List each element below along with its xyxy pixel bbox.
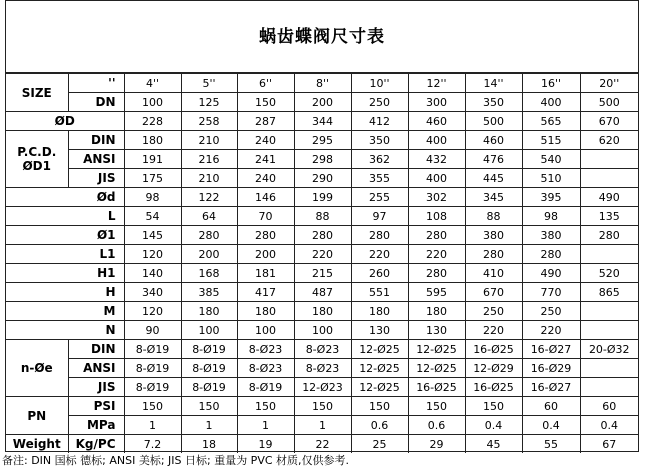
table-row (6, 397, 638, 416)
cell-noe-jis: 8-Ø19 (124, 378, 181, 397)
label-dn: DN (68, 93, 124, 112)
cell-h1: 140 (124, 264, 181, 283)
cell-o1: 280 (294, 226, 351, 245)
cell-h1: 215 (294, 264, 351, 283)
cell-noe-din: 16-Ø25 (465, 340, 522, 359)
cell-psi: 60 (522, 397, 580, 416)
cell-h: 865 (580, 283, 638, 302)
cell-dn: 150 (237, 93, 294, 112)
cell-noe-jis: 12-Ø23 (294, 378, 351, 397)
cell-mpa: 0.6 (408, 416, 465, 435)
cell-pcd-jis (580, 169, 638, 188)
cell-noe-ansi: 8-Ø23 (294, 359, 351, 378)
cell-weight: 29 (408, 435, 465, 454)
label-o1: Ø1 (6, 226, 124, 245)
table-row (6, 93, 638, 112)
label-ansi: ANSI (68, 150, 124, 169)
table-row (6, 150, 638, 169)
cell-pcd-din: 460 (465, 131, 522, 150)
cell-n: 100 (181, 321, 237, 340)
cell-l: 88 (294, 207, 351, 226)
column-header: 8'' (294, 74, 351, 93)
cell-noe-din: 12-Ø25 (408, 340, 465, 359)
cell-m: 180 (237, 302, 294, 321)
cell-dn: 300 (408, 93, 465, 112)
cell-weight: 67 (580, 435, 638, 454)
cell-pcd-jis: 290 (294, 169, 351, 188)
cell-h: 487 (294, 283, 351, 302)
cell-o1: 280 (351, 226, 408, 245)
cell-n (580, 321, 638, 340)
cell-h: 417 (237, 283, 294, 302)
table-row (6, 188, 638, 207)
cell-weight: 19 (237, 435, 294, 454)
cell-pcd-din: 515 (522, 131, 580, 150)
cell-noe-jis: 16-Ø25 (465, 378, 522, 397)
cell-noe-jis: 16-Ø25 (408, 378, 465, 397)
table-row (6, 359, 638, 378)
label-jis: JIS (68, 169, 124, 188)
cell-l1: 200 (237, 245, 294, 264)
cell-o1: 280 (237, 226, 294, 245)
cell-od-small: 395 (522, 188, 580, 207)
cell-n: 100 (237, 321, 294, 340)
cell-pcd-jis: 240 (237, 169, 294, 188)
cell-od: 565 (522, 112, 580, 131)
cell-l: 108 (408, 207, 465, 226)
cell-pcd-din: 210 (181, 131, 237, 150)
table-row (6, 245, 638, 264)
table-row (6, 416, 638, 435)
cell-m (580, 302, 638, 321)
cell-o1: 145 (124, 226, 181, 245)
cell-od-small: 199 (294, 188, 351, 207)
cell-m: 180 (408, 302, 465, 321)
cell-od-small: 302 (408, 188, 465, 207)
cell-h1: 490 (522, 264, 580, 283)
cell-m: 180 (181, 302, 237, 321)
label-l1: L1 (6, 245, 124, 264)
cell-od-small: 98 (124, 188, 181, 207)
cell-pcd-din: 295 (294, 131, 351, 150)
cell-pcd-jis: 510 (522, 169, 580, 188)
cell-psi: 150 (181, 397, 237, 416)
cell-psi: 150 (351, 397, 408, 416)
column-header: 16'' (522, 74, 580, 93)
cell-noe-ansi (580, 359, 638, 378)
cell-dn: 125 (181, 93, 237, 112)
cell-od: 228 (124, 112, 181, 131)
label-n: N (6, 321, 124, 340)
label-din: DIN (68, 131, 124, 150)
cell-noe-ansi: 12-Ø25 (351, 359, 408, 378)
column-header: 10'' (351, 74, 408, 93)
cell-n: 90 (124, 321, 181, 340)
table-row (6, 112, 638, 131)
label-ansi: ANSI (68, 359, 124, 378)
cell-l1: 200 (181, 245, 237, 264)
cell-o1: 280 (580, 226, 638, 245)
cell-noe-jis (580, 378, 638, 397)
label-odsmall: Ød (6, 188, 124, 207)
cell-weight: 55 (522, 435, 580, 454)
table-title: 蜗齿蝶阀尺寸表 (6, 1, 638, 73)
cell-od-small: 122 (181, 188, 237, 207)
table-row (6, 321, 638, 340)
column-header: 20'' (580, 74, 638, 93)
cell-pcd-ansi: 298 (294, 150, 351, 169)
cell-pcd-ansi: 191 (124, 150, 181, 169)
dimension-sheet (5, 0, 639, 452)
cell-pcd-jis: 400 (408, 169, 465, 188)
cell-mpa: 0.4 (465, 416, 522, 435)
table-row (6, 302, 638, 321)
cell-mpa: 1 (124, 416, 181, 435)
cell-l1: 120 (124, 245, 181, 264)
cell-noe-ansi: 8-Ø19 (124, 359, 181, 378)
cell-noe-ansi: 12-Ø29 (465, 359, 522, 378)
cell-psi: 150 (237, 397, 294, 416)
label-pcd-line1: P.C.D. (17, 145, 57, 159)
table-row (6, 283, 638, 302)
cell-o1: 280 (181, 226, 237, 245)
cell-l: 64 (181, 207, 237, 226)
cell-o1: 380 (522, 226, 580, 245)
cell-od-small: 345 (465, 188, 522, 207)
cell-h1: 410 (465, 264, 522, 283)
cell-mpa: 1 (237, 416, 294, 435)
cell-od-small: 490 (580, 188, 638, 207)
cell-od: 344 (294, 112, 351, 131)
cell-h: 340 (124, 283, 181, 302)
cell-n: 220 (522, 321, 580, 340)
cell-n: 220 (465, 321, 522, 340)
cell-pcd-jis: 445 (465, 169, 522, 188)
cell-l: 97 (351, 207, 408, 226)
cell-l: 54 (124, 207, 181, 226)
cell-mpa: 1 (294, 416, 351, 435)
cell-pcd-ansi: 216 (181, 150, 237, 169)
cell-pcd-din: 240 (237, 131, 294, 150)
cell-noe-din: 20-Ø32 (580, 340, 638, 359)
cell-dn: 400 (522, 93, 580, 112)
label-h: H (6, 283, 124, 302)
cell-h1: 181 (237, 264, 294, 283)
cell-l: 70 (237, 207, 294, 226)
cell-noe-jis: 12-Ø25 (351, 378, 408, 397)
cell-l1: 280 (522, 245, 580, 264)
cell-psi: 150 (465, 397, 522, 416)
cell-h1: 168 (181, 264, 237, 283)
cell-n: 130 (351, 321, 408, 340)
table-row (6, 378, 638, 397)
cell-l1: 280 (465, 245, 522, 264)
cell-noe-jis: 16-Ø27 (522, 378, 580, 397)
cell-mpa: 0.4 (580, 416, 638, 435)
cell-m: 180 (294, 302, 351, 321)
cell-od: 258 (181, 112, 237, 131)
cell-dn: 250 (351, 93, 408, 112)
cell-pcd-din: 350 (351, 131, 408, 150)
label-kgpc: Kg/PC (68, 435, 124, 454)
cell-noe-din: 8-Ø19 (181, 340, 237, 359)
cell-noe-din: 8-Ø23 (237, 340, 294, 359)
table-row (6, 340, 638, 359)
column-header: 14'' (465, 74, 522, 93)
column-header: 4'' (124, 74, 181, 93)
cell-od: 460 (408, 112, 465, 131)
label-pcd-line2: ØD1 (22, 159, 51, 173)
cell-o1: 380 (465, 226, 522, 245)
cell-h1: 260 (351, 264, 408, 283)
cell-weight: 7.2 (124, 435, 181, 454)
cell-mpa: 1 (181, 416, 237, 435)
cell-dn: 350 (465, 93, 522, 112)
cell-l1: 220 (351, 245, 408, 264)
cell-n: 130 (408, 321, 465, 340)
label-od: ØD (6, 112, 124, 131)
cell-od: 500 (465, 112, 522, 131)
cell-od-small: 255 (351, 188, 408, 207)
cell-m: 250 (522, 302, 580, 321)
label-psi: PSI (68, 397, 124, 416)
cell-l: 88 (465, 207, 522, 226)
cell-noe-din: 12-Ø25 (351, 340, 408, 359)
cell-m: 180 (351, 302, 408, 321)
dimension-table (6, 73, 638, 453)
cell-l: 135 (580, 207, 638, 226)
cell-h1: 520 (580, 264, 638, 283)
label-jis: JIS (68, 378, 124, 397)
cell-pcd-ansi: 241 (237, 150, 294, 169)
cell-noe-jis: 8-Ø19 (181, 378, 237, 397)
label-pcd (6, 131, 68, 188)
cell-pcd-ansi: 362 (351, 150, 408, 169)
label-l: L (6, 207, 124, 226)
label-weight: Weight (6, 435, 68, 454)
cell-weight: 25 (351, 435, 408, 454)
cell-l1: 220 (294, 245, 351, 264)
cell-pcd-jis: 210 (181, 169, 237, 188)
table-row (6, 264, 638, 283)
cell-noe-ansi: 12-Ø25 (408, 359, 465, 378)
label-size: SIZE (6, 74, 68, 112)
cell-h: 770 (522, 283, 580, 302)
table-row (6, 74, 638, 93)
cell-m: 250 (465, 302, 522, 321)
label-inch: '' (68, 74, 124, 93)
cell-m: 120 (124, 302, 181, 321)
cell-od: 287 (237, 112, 294, 131)
table-row (6, 226, 638, 245)
cell-o1: 280 (408, 226, 465, 245)
cell-pcd-din: 620 (580, 131, 638, 150)
cell-psi: 150 (294, 397, 351, 416)
cell-h: 385 (181, 283, 237, 302)
cell-l1 (580, 245, 638, 264)
cell-mpa: 0.4 (522, 416, 580, 435)
cell-noe-jis: 8-Ø19 (237, 378, 294, 397)
cell-psi: 60 (580, 397, 638, 416)
cell-pcd-ansi (580, 150, 638, 169)
cell-weight: 45 (465, 435, 522, 454)
cell-pcd-din: 400 (408, 131, 465, 150)
cell-dn: 200 (294, 93, 351, 112)
cell-weight: 18 (181, 435, 237, 454)
cell-pcd-jis: 355 (351, 169, 408, 188)
label-pn: PN (6, 397, 68, 435)
cell-noe-din: 16-Ø27 (522, 340, 580, 359)
cell-h1: 280 (408, 264, 465, 283)
cell-pcd-ansi: 432 (408, 150, 465, 169)
table-row (6, 169, 638, 188)
cell-noe-din: 8-Ø23 (294, 340, 351, 359)
cell-noe-ansi: 8-Ø19 (181, 359, 237, 378)
cell-od: 670 (580, 112, 638, 131)
label-din: DIN (68, 340, 124, 359)
cell-dn: 500 (580, 93, 638, 112)
footer-note: 备注: DIN 国标 德标; ANSI 美标; JIS 日标; 重量为 PVC 材质,仅供参考. (2, 454, 350, 467)
cell-pcd-ansi: 476 (465, 150, 522, 169)
cell-noe-ansi: 16-Ø29 (522, 359, 580, 378)
cell-psi: 150 (124, 397, 181, 416)
cell-psi: 150 (408, 397, 465, 416)
cell-pcd-din: 180 (124, 131, 181, 150)
cell-l1: 220 (408, 245, 465, 264)
cell-l: 98 (522, 207, 580, 226)
cell-mpa: 0.6 (351, 416, 408, 435)
table-row (6, 435, 638, 454)
cell-pcd-jis: 175 (124, 169, 181, 188)
cell-n: 100 (294, 321, 351, 340)
label-h1: H1 (6, 264, 124, 283)
cell-dn: 100 (124, 93, 181, 112)
cell-pcd-ansi: 540 (522, 150, 580, 169)
cell-h: 551 (351, 283, 408, 302)
label-m: M (6, 302, 124, 321)
label-mpa: MPa (68, 416, 124, 435)
column-header: 5'' (181, 74, 237, 93)
cell-od: 412 (351, 112, 408, 131)
cell-noe-din: 8-Ø19 (124, 340, 181, 359)
cell-h: 595 (408, 283, 465, 302)
cell-od-small: 146 (237, 188, 294, 207)
cell-noe-ansi: 8-Ø23 (237, 359, 294, 378)
label-noe: n-Øe (6, 340, 68, 397)
cell-weight: 22 (294, 435, 351, 454)
table-row (6, 207, 638, 226)
column-header: 12'' (408, 74, 465, 93)
cell-h: 670 (465, 283, 522, 302)
column-header: 6'' (237, 74, 294, 93)
table-row (6, 131, 638, 150)
